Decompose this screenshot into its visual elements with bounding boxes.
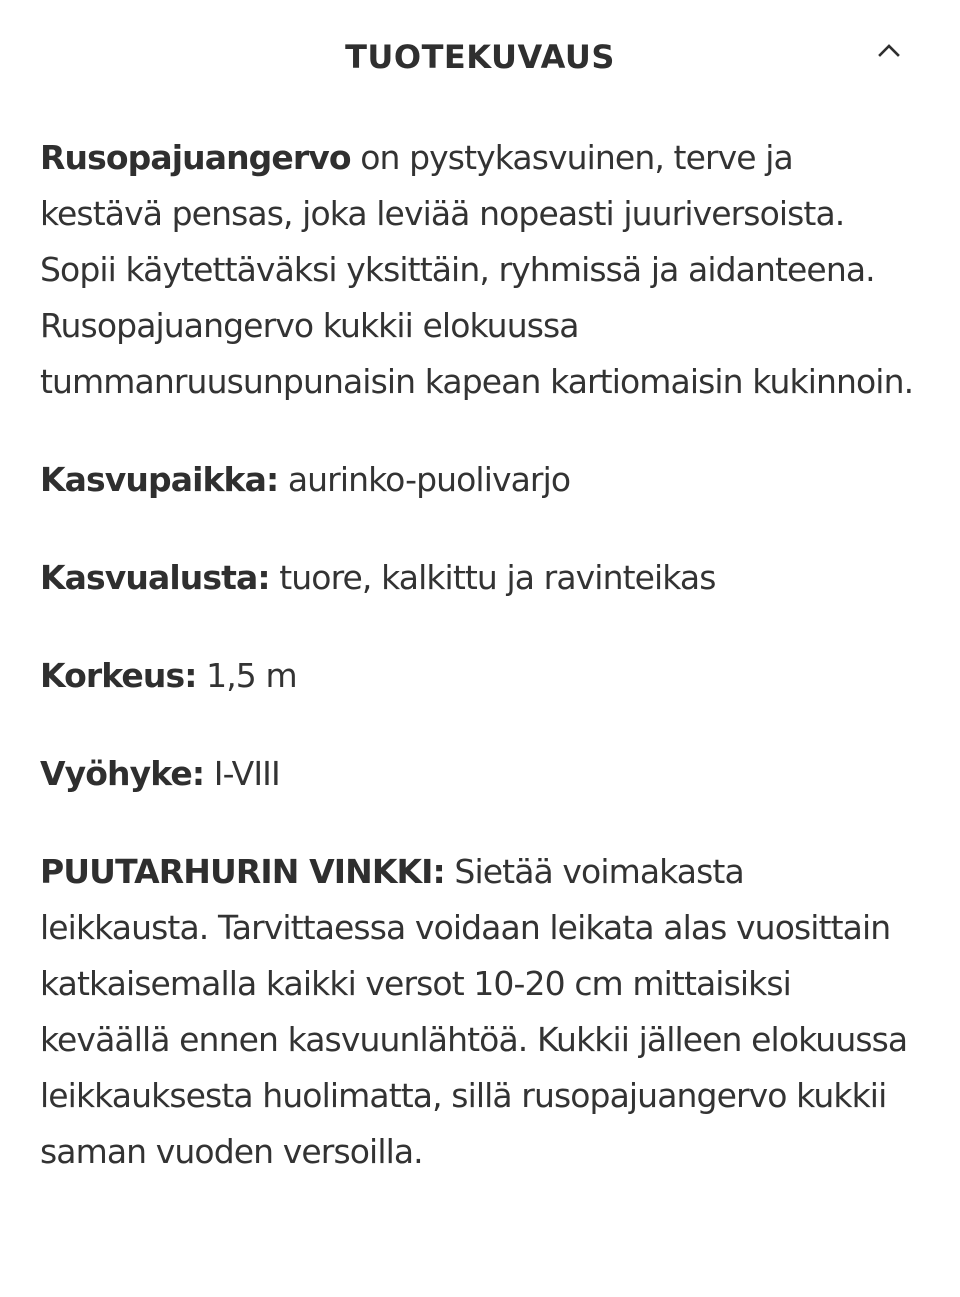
attribute-label: Kasvualusta: [40,558,270,597]
tip-text: Sietää voimakasta leikkausta. Tarvittaessa voidaan leikata alas vuosittain katkaisemalla kaikki versot 10-20 cm mittaisiksi keväällä ennen kasvuunlähtöä. Kukkii jälleen elokuussa leikkauksesta huolimatta, sillä rusopajuangervo kukkii saman vuoden versoilla. [40,852,908,1171]
description-intro [40,130,920,410]
gardener-tip [40,844,920,1180]
attribute-growing-site [40,452,920,508]
accordion-toggle-product-description[interactable] [0,0,960,116]
product-description-content [0,130,960,1180]
accordion-title: TUOTEKUVAUS [345,38,615,76]
attribute-zone [40,746,920,802]
product-name: Rusopajuangervo [40,138,351,177]
attribute-value: I-VIII [204,754,280,793]
attribute-soil [40,550,920,606]
attribute-value: aurinko-puolivarjo [278,460,571,499]
attribute-label: Kasvupaikka: [40,460,279,499]
attribute-value: tuore, kalkittu ja ravinteikas [269,558,716,597]
attribute-value: 1,5 m [196,656,297,695]
description-text: on pystykasvuinen, terve ja kestävä pensas, joka leviää nopeasti juuriversoista. Sopii käytettäväksi yksittäin, ryhmissä ja aidanteena. Rusopajuangervo kukkii elokuussa tummanruusunpunaisin kapean kartiomaisin kukinnoin. [40,138,914,401]
attribute-label: Korkeus: [40,656,197,695]
attribute-label: Vyöhyke: [40,754,205,793]
chevron-up-icon[interactable] [878,42,900,56]
tip-label: PUUTARHURIN VINKKI: [40,852,445,891]
attribute-height [40,648,920,704]
